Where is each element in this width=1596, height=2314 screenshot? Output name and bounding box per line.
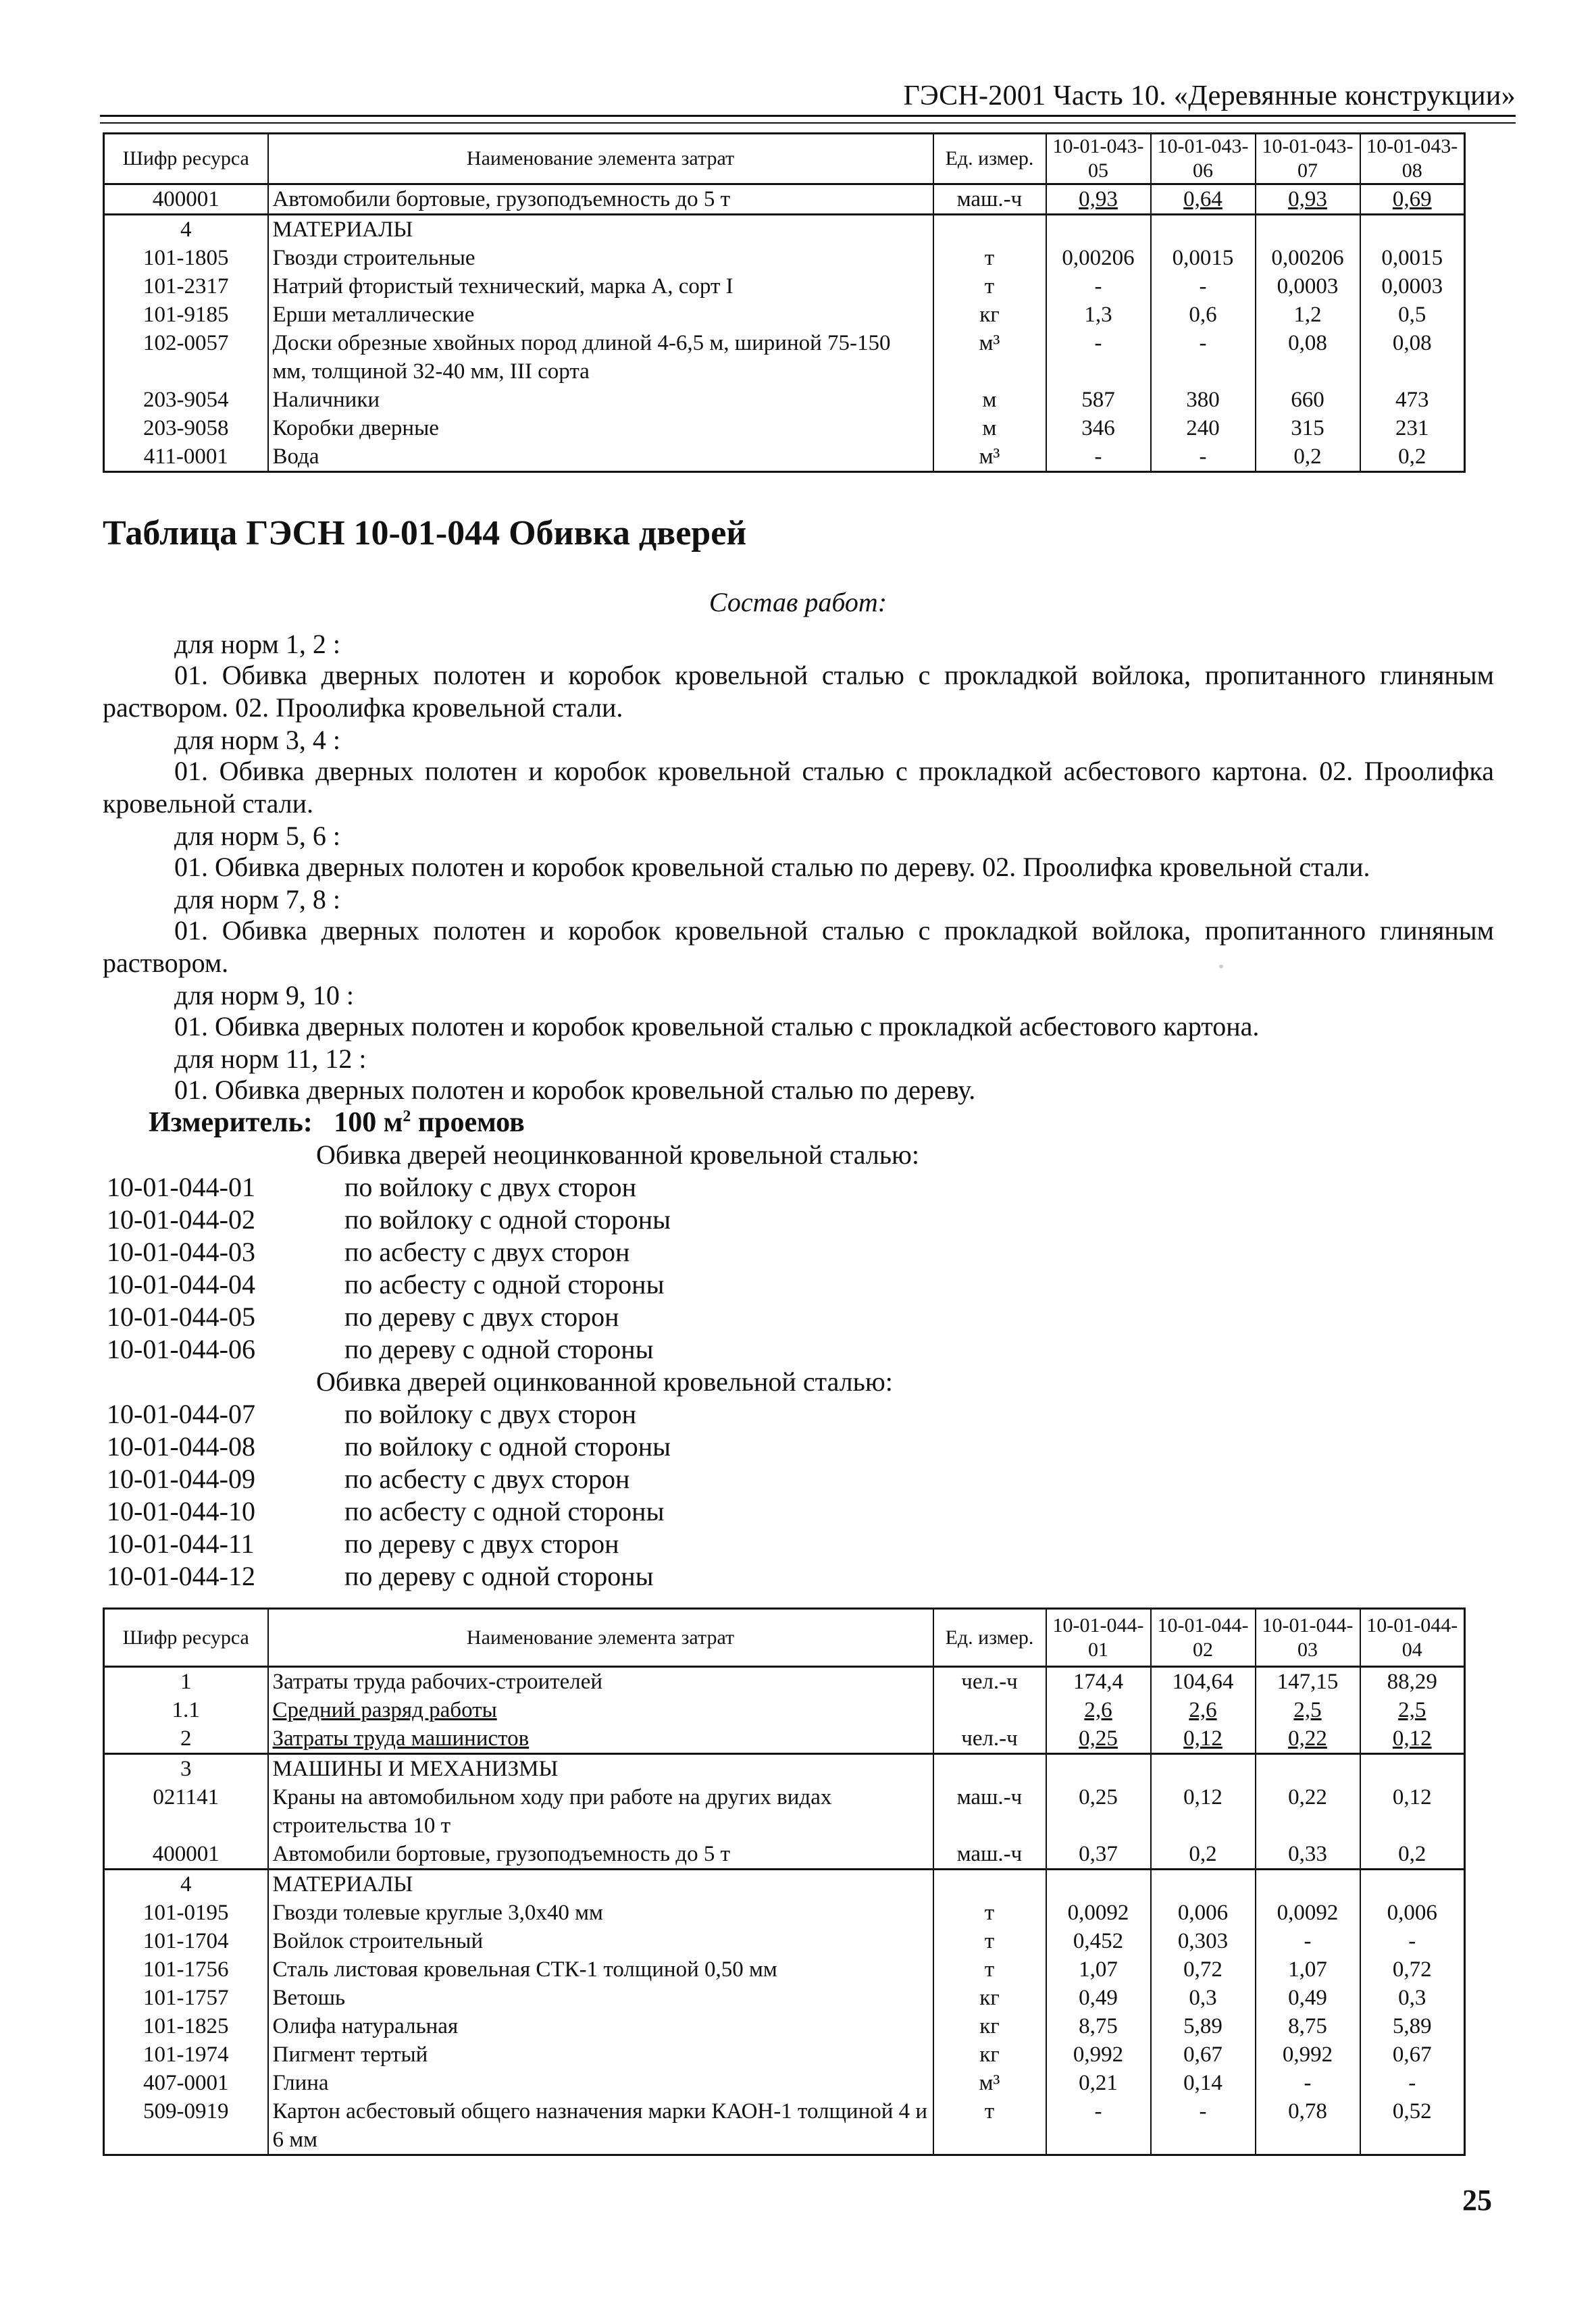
- cell-code: 101-1756: [104, 1955, 268, 1984]
- cell-code: 2: [104, 1724, 268, 1754]
- section-row: [104, 1754, 1465, 1784]
- cell-code: 101-2317: [104, 272, 268, 301]
- cell-value: 174,4: [1046, 1667, 1151, 1697]
- cell-value: 0,14: [1151, 2069, 1256, 2097]
- cell-value: 346: [1046, 414, 1151, 442]
- cell-value: 0,93: [1046, 184, 1151, 215]
- norm-group-label: для норм 7, 8 :: [174, 884, 340, 915]
- cell-value: -: [1256, 2069, 1360, 2097]
- table-header-row: [104, 1609, 1465, 1667]
- norm-row: [107, 1171, 636, 1203]
- cell-value: 0,12: [1360, 1783, 1465, 1840]
- cell-code: 3: [104, 1754, 268, 1784]
- cell-value: 231: [1360, 414, 1465, 442]
- cell-code: 021141: [104, 1783, 268, 1840]
- norm-desc: по асбесту с одной стороны: [344, 1269, 665, 1300]
- cell-value: 0,12: [1151, 1783, 1256, 1840]
- cell-value: 315: [1256, 414, 1360, 442]
- norm-desc: по дереву с одной стороны: [344, 1561, 654, 1591]
- col-header-code: Шифр ресурса: [104, 1609, 268, 1667]
- cell-value: 0,303: [1151, 1927, 1256, 1955]
- cell-value: 0,0092: [1256, 1899, 1360, 1927]
- cell-value: 0,12: [1151, 1724, 1256, 1754]
- norm-code: 10-01-044-11: [107, 1528, 255, 1559]
- cell-value: 0,006: [1360, 1899, 1465, 1927]
- cell-unit: кг: [933, 1984, 1046, 2012]
- cell-name: Гвозди строительные: [268, 244, 933, 272]
- cell-code: 101-1757: [104, 1984, 268, 2012]
- cell-code: 509-0919: [104, 2097, 268, 2155]
- table-row: [104, 1724, 1465, 1754]
- cell-value: 8,75: [1256, 2012, 1360, 2040]
- table-row: [104, 1955, 1465, 1984]
- cell-unit: маш.-ч: [933, 1783, 1046, 1840]
- section-title: МАШИНЫ И МЕХАНИЗМЫ: [268, 1754, 933, 1784]
- cell-value: 0,49: [1046, 1984, 1151, 2012]
- cell-code: 411-0001: [104, 442, 268, 472]
- cell-value: 660: [1256, 386, 1360, 414]
- cell-value: 0,0003: [1256, 272, 1360, 301]
- cell-name: Войлок строительный: [268, 1927, 933, 1955]
- cell-value: 0,25: [1046, 1724, 1151, 1754]
- group-heading: Обивка дверей неоцинкованной кровельной сталью:: [316, 1139, 920, 1170]
- norm-row: [107, 1236, 629, 1268]
- cell-value: 5,89: [1151, 2012, 1256, 2040]
- table-row: [104, 329, 1465, 386]
- section-row: [104, 215, 1465, 245]
- running-header: ГЭСН-2001 Часть 10. «Деревянные конструкции»: [903, 80, 1516, 111]
- cell-value: -: [1360, 1927, 1465, 1955]
- norm-row: [107, 1528, 619, 1560]
- norm-code: 10-01-044-10: [107, 1496, 255, 1526]
- cell-value: 0,49: [1256, 1984, 1360, 2012]
- cell-value: 8,75: [1046, 2012, 1151, 2040]
- cell-value: 0,69: [1360, 184, 1465, 215]
- norm-group-label: для норм 9, 10 :: [174, 980, 354, 1010]
- cell-value: 0,72: [1360, 1955, 1465, 1984]
- cell-value: 147,15: [1256, 1667, 1360, 1697]
- norm-desc: по асбесту с двух сторон: [344, 1237, 630, 1267]
- table-row: [104, 2040, 1465, 2069]
- cell-unit: маш.-ч: [933, 1840, 1046, 1870]
- norm-group-text: 01. Обивка дверных полотен и коробок кровельной сталью с прокладкой войлока, пропитанного глиняным раствором.: [103, 915, 1494, 978]
- cell-value: 380: [1151, 386, 1256, 414]
- cell-unit: т: [933, 2097, 1046, 2155]
- norm-code: 10-01-044-06: [107, 1334, 255, 1364]
- norm-row: [107, 1560, 654, 1592]
- cell-code: 4: [104, 215, 268, 245]
- cell-value: 0,00206: [1256, 244, 1360, 272]
- cell-value: 0,6: [1151, 301, 1256, 329]
- cell-name: Гвозди толевые круглые 3,0х40 мм: [268, 1899, 933, 1927]
- cell-name: Сталь листовая кровельная СТК-1 толщиной 0,50 мм: [268, 1955, 933, 1984]
- table-row: [104, 1840, 1465, 1870]
- norm-row: [107, 1431, 671, 1462]
- group-heading: Обивка дверей оцинкованной кровельной сталью:: [316, 1366, 893, 1397]
- cell-value: 0,64: [1151, 184, 1256, 215]
- cell-value: 1,07: [1046, 1955, 1151, 1984]
- cell-value: 0,2: [1360, 442, 1465, 472]
- table-row: [104, 2069, 1465, 2097]
- norm-group-label: для норм 11, 12 :: [174, 1044, 367, 1074]
- cell-value: -: [1151, 2097, 1256, 2155]
- norm-desc: по асбесту с двух сторон: [344, 1464, 630, 1494]
- norm-group-label: для норм 3, 4 :: [174, 725, 340, 755]
- table-row: [104, 414, 1465, 442]
- cell-value: -: [1360, 2069, 1465, 2097]
- cell-value: 0,67: [1151, 2040, 1256, 2069]
- cell-name: Пигмент тертый: [268, 2040, 933, 2069]
- cell-unit: м: [933, 414, 1046, 442]
- cell-value: 0,0092: [1046, 1899, 1151, 1927]
- cell-unit: м³: [933, 329, 1046, 386]
- table-row: [104, 1899, 1465, 1927]
- col-header-norm: 10-01-043-07: [1256, 134, 1360, 184]
- cell-value: 0,22: [1256, 1724, 1360, 1754]
- cell-code: 101-1805: [104, 244, 268, 272]
- cell-code: 101-0195: [104, 1899, 268, 1927]
- cell-value: 0,006: [1151, 1899, 1256, 1927]
- cell-name: Глина: [268, 2069, 933, 2097]
- cell-name: Наличники: [268, 386, 933, 414]
- scan-speck: [1219, 965, 1223, 969]
- norm-code: 10-01-044-01: [107, 1172, 255, 1202]
- cell-name: Олифа натуральная: [268, 2012, 933, 2040]
- cell-name: Вода: [268, 442, 933, 472]
- cell-name: Картон асбестовый общего назначения марки КАОН-1 толщиной 4 и 6 мм: [268, 2097, 933, 2155]
- cell-value: 0,21: [1046, 2069, 1151, 2097]
- cell-value: 0,78: [1256, 2097, 1360, 2155]
- cell-value: 587: [1046, 386, 1151, 414]
- norm-code: 10-01-044-09: [107, 1464, 255, 1494]
- table-row: [104, 1696, 1465, 1724]
- norm-group-text: 01. Обивка дверных полотен и коробок кровельной сталью с прокладкой асбестового картона.: [174, 1011, 1260, 1042]
- cell-code: 1.1: [104, 1696, 268, 1724]
- norm-group-label: для норм 1, 2 :: [174, 629, 340, 659]
- cell-code: 203-9058: [104, 414, 268, 442]
- cell-name: Автомобили бортовые, грузоподъемность до 5 т: [268, 1840, 933, 1870]
- cell-value: 0,08: [1256, 329, 1360, 386]
- cell-unit: т: [933, 272, 1046, 301]
- cell-code: 102-0057: [104, 329, 268, 386]
- cell-value: 0,0015: [1151, 244, 1256, 272]
- col-header-norm: 10-01-044-02: [1151, 1609, 1256, 1667]
- table-row: [104, 301, 1465, 329]
- norm-code: 10-01-044-07: [107, 1399, 255, 1429]
- cell-value: 88,29: [1360, 1667, 1465, 1697]
- cell-code: 101-1825: [104, 2012, 268, 2040]
- table-row: [104, 184, 1465, 215]
- cell-value: 0,2: [1256, 442, 1360, 472]
- cell-value: -: [1046, 329, 1151, 386]
- cell-value: 240: [1151, 414, 1256, 442]
- table-row: [104, 244, 1465, 272]
- col-header-name: Наименование элемента затрат: [268, 134, 933, 184]
- meter-value: 100 м: [334, 1107, 403, 1138]
- norm-desc: по войлоку с двух сторон: [344, 1399, 636, 1429]
- norm-code: 10-01-044-02: [107, 1204, 255, 1235]
- col-header-norm: 10-01-044-03: [1256, 1609, 1360, 1667]
- norm-row: [107, 1495, 664, 1527]
- cell-code: 400001: [104, 184, 268, 215]
- cell-value: 0,67: [1360, 2040, 1465, 2069]
- cell-name: Краны на автомобильном ходу при работе на других видах строительства 10 т: [268, 1783, 933, 1840]
- cell-name: Автомобили бортовые, грузоподъемность до 5 т: [268, 184, 933, 215]
- composition-label: Состав работ:: [709, 587, 887, 617]
- meter-label: Измеритель:: [149, 1107, 313, 1138]
- resource-table-043: [103, 132, 1466, 473]
- cell-value: 0,3: [1151, 1984, 1256, 2012]
- cell-name: Ерши металлические: [268, 301, 933, 329]
- cell-value: 2,6: [1046, 1696, 1151, 1724]
- cell-unit: м: [933, 386, 1046, 414]
- cell-value: 0,22: [1256, 1783, 1360, 1840]
- cell-code: 1: [104, 1667, 268, 1697]
- cell-name: Коробки дверные: [268, 414, 933, 442]
- norm-code: 10-01-044-12: [107, 1561, 255, 1591]
- cell-value: 0,0003: [1360, 272, 1465, 301]
- norm-group-text: 01. Обивка дверных полотен и коробок кровельной сталью с прокладкой войлока, пропитанного глиняным раствором. 02. Проолифка кровельной стали.: [103, 660, 1494, 723]
- cell-value: 2,6: [1151, 1696, 1256, 1724]
- cell-value: -: [1256, 1927, 1360, 1955]
- cell-code: 407-0001: [104, 2069, 268, 2097]
- col-header-norm: 10-01-043-06: [1151, 134, 1256, 184]
- norm-code: 10-01-044-08: [107, 1431, 255, 1462]
- cell-value: 0,00206: [1046, 244, 1151, 272]
- cell-value: 1,2: [1256, 301, 1360, 329]
- table-row: [104, 1984, 1465, 2012]
- cell-value: 1,07: [1256, 1955, 1360, 1984]
- cell-value: -: [1046, 442, 1151, 472]
- cell-value: -: [1151, 442, 1256, 472]
- norm-code: 10-01-044-03: [107, 1237, 255, 1267]
- page-number: 25: [1462, 2184, 1492, 2217]
- cell-code: 101-9185: [104, 301, 268, 329]
- cell-unit: чел.-ч: [933, 1667, 1046, 1697]
- col-header-unit: Ед. измер.: [933, 134, 1046, 184]
- col-header-unit: Ед. измер.: [933, 1609, 1046, 1667]
- table-row: [104, 272, 1465, 301]
- col-header-norm: 10-01-044-04: [1360, 1609, 1465, 1667]
- section-title: Таблица ГЭСН 10-01-044 Обивка дверей: [103, 514, 747, 552]
- table-row: [104, 2012, 1465, 2040]
- norm-row: [107, 1333, 654, 1365]
- cell-value: 0,992: [1256, 2040, 1360, 2069]
- cell-unit: кг: [933, 2012, 1046, 2040]
- norm-desc: по дереву с одной стороны: [344, 1334, 654, 1364]
- cell-value: -: [1046, 2097, 1151, 2155]
- cell-unit: маш.-ч: [933, 184, 1046, 215]
- table-row: [104, 2097, 1465, 2155]
- cell-unit: т: [933, 1955, 1046, 1984]
- cell-value: 0,2: [1151, 1840, 1256, 1870]
- cell-code: 4: [104, 1870, 268, 1899]
- cell-unit: кг: [933, 2040, 1046, 2069]
- cell-value: 0,33: [1256, 1840, 1360, 1870]
- cell-value: 0,37: [1046, 1840, 1151, 1870]
- cell-name: Доски обрезные хвойных пород длиной 4-6,5 м, шириной 75-150 мм, толщиной 32-40 мм, III сорта: [268, 329, 933, 386]
- cell-value: 0,0015: [1360, 244, 1465, 272]
- cell-value: 0,3: [1360, 1984, 1465, 2012]
- norm-desc: по дереву с двух сторон: [344, 1302, 619, 1332]
- norm-group-text: 01. Обивка дверных полотен и коробок кровельной сталью по дереву.: [174, 1075, 976, 1105]
- section-title: МАТЕРИАЛЫ: [268, 1870, 933, 1899]
- cell-unit: т: [933, 1927, 1046, 1955]
- cell-unit: т: [933, 1899, 1046, 1927]
- norm-group-text: 01. Обивка дверных полотен и коробок кровельной сталью с прокладкой асбестового картона. 02. Проолифка кровельной стали.: [103, 756, 1494, 819]
- cell-value: 0,72: [1151, 1955, 1256, 1984]
- norm-code: 10-01-044-04: [107, 1269, 255, 1300]
- cell-unit: кг: [933, 301, 1046, 329]
- cell-code: 203-9054: [104, 386, 268, 414]
- cell-value: 0,25: [1046, 1783, 1151, 1840]
- section-title: МАТЕРИАЛЫ: [268, 215, 933, 245]
- cell-value: 104,64: [1151, 1667, 1256, 1697]
- norm-row: [107, 1268, 664, 1300]
- header-rule-thin: [100, 122, 1516, 124]
- norm-desc: по дереву с двух сторон: [344, 1528, 619, 1559]
- col-header-code: Шифр ресурса: [104, 134, 268, 184]
- table-header-row: [104, 134, 1465, 184]
- cell-value: -: [1151, 272, 1256, 301]
- cell-code: 101-1704: [104, 1927, 268, 1955]
- cell-value: 0,93: [1256, 184, 1360, 215]
- norm-group-label: для норм 5, 6 :: [174, 821, 340, 851]
- cell-name: Затраты труда машинистов: [268, 1724, 933, 1754]
- cell-value: 0,12: [1360, 1724, 1465, 1754]
- cell-unit: м³: [933, 2069, 1046, 2097]
- col-header-norm: 10-01-044-01: [1046, 1609, 1151, 1667]
- cell-code: 101-1974: [104, 2040, 268, 2069]
- cell-unit: т: [933, 244, 1046, 272]
- norm-row: [107, 1204, 671, 1235]
- table-row: [104, 386, 1465, 414]
- cell-value: 0,08: [1360, 329, 1465, 386]
- norm-desc: по войлоку с одной стороны: [344, 1431, 671, 1462]
- cell-unit: м³: [933, 442, 1046, 472]
- cell-name: Затраты труда рабочих-строителей: [268, 1667, 933, 1697]
- table-row: [104, 1667, 1465, 1697]
- table-row: [104, 1783, 1465, 1840]
- norm-desc: по войлоку с двух сторон: [344, 1172, 636, 1202]
- header-rule: [100, 115, 1516, 117]
- resource-table-044: [103, 1608, 1466, 2156]
- cell-value: 473: [1360, 386, 1465, 414]
- section-row: [104, 1870, 1465, 1899]
- norm-row: [107, 1301, 619, 1333]
- col-header-name: Наименование элемента затрат: [268, 1609, 933, 1667]
- col-header-norm: 10-01-043-08: [1360, 134, 1465, 184]
- cell-value: 5,89: [1360, 2012, 1465, 2040]
- cell-value: 0,2: [1360, 1840, 1465, 1870]
- norm-desc: по войлоку с одной стороны: [344, 1204, 671, 1235]
- col-header-norm: 10-01-043-05: [1046, 134, 1151, 184]
- norm-row: [107, 1463, 629, 1495]
- cell-value: 2,5: [1360, 1696, 1465, 1724]
- cell-name: Натрий фтористый технический, марка А, сорт I: [268, 272, 933, 301]
- norm-group-text: 01. Обивка дверных полотен и коробок кровельной сталью по дереву. 02. Проолифка кровельной стали.: [174, 852, 1370, 882]
- cell-unit: [933, 1696, 1046, 1724]
- cell-name: Ветошь: [268, 1984, 933, 2012]
- cell-unit: чел.-ч: [933, 1724, 1046, 1754]
- meter-sup: 2: [403, 1108, 411, 1125]
- cell-value: 0,452: [1046, 1927, 1151, 1955]
- norm-row: [107, 1398, 636, 1430]
- cell-name: Средний разряд работы: [268, 1696, 933, 1724]
- cell-value: 1,3: [1046, 301, 1151, 329]
- cell-value: -: [1046, 272, 1151, 301]
- cell-value: -: [1151, 329, 1256, 386]
- cell-value: 2,5: [1256, 1696, 1360, 1724]
- table-row: [104, 1927, 1465, 1955]
- norm-code: 10-01-044-05: [107, 1302, 255, 1332]
- cell-code: 400001: [104, 1840, 268, 1870]
- cell-value: 0,5: [1360, 301, 1465, 329]
- meter-unit: проемов: [417, 1107, 525, 1138]
- meter: [149, 1106, 525, 1139]
- cell-value: 0,992: [1046, 2040, 1151, 2069]
- cell-value: 0,52: [1360, 2097, 1465, 2155]
- norm-desc: по асбесту с одной стороны: [344, 1496, 665, 1526]
- table-row: [104, 442, 1465, 472]
